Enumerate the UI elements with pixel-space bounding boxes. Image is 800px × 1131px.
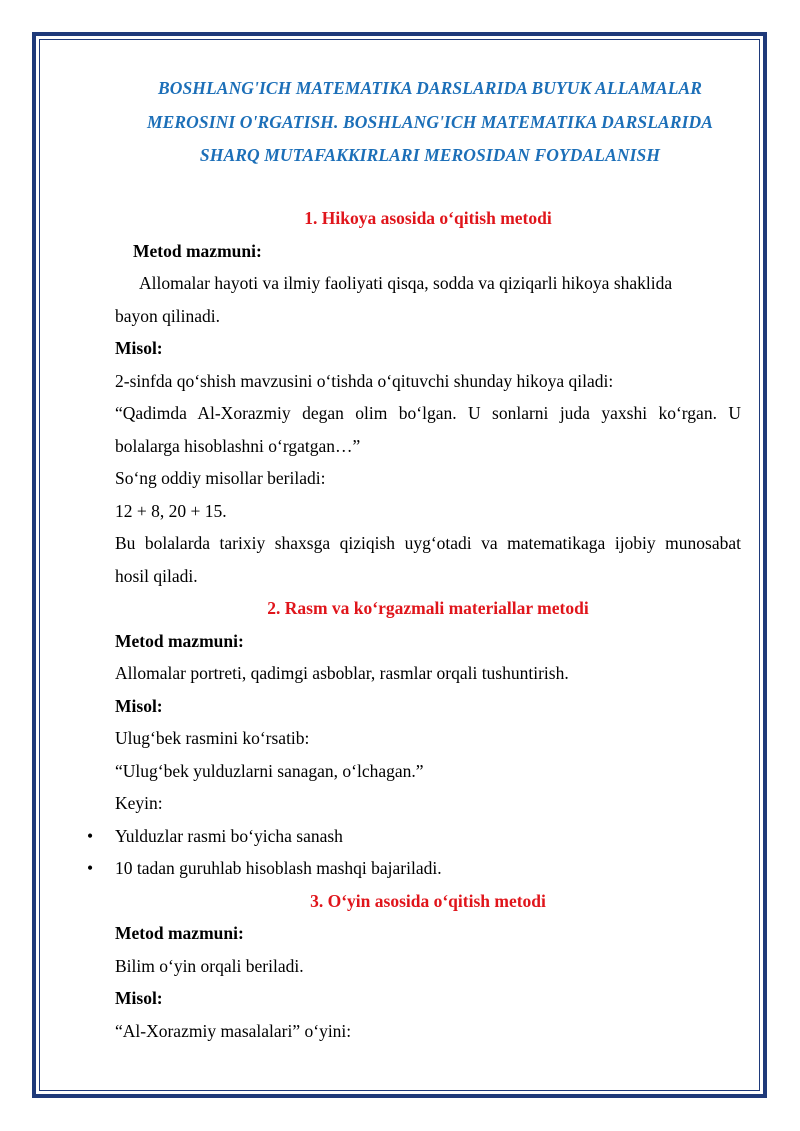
section-1-paragraph-4-line-1: Bu bolalarda tarixiy shaxsga qiziqish uyg‘otadi va matematikaga ijobiy munosabat (115, 533, 741, 553)
section-3-paragraph-1: “Al-Xorazmiy masalalari” o‘yini: (115, 1020, 352, 1041)
section-2-paragraph-3: Keyin: (115, 793, 163, 813)
bullet-icon: • (87, 825, 94, 846)
title-line-3: SHARQ MUTAFAKKIRLARI MEROSIDAN FOYDALANISH (199, 145, 661, 165)
bullet-item (87, 852, 741, 885)
section-1-example-label: Misol: (115, 338, 163, 358)
section-2-desc: Allomalar portreti, qadimgi asboblar, rasmlar orqali tushuntirish. (115, 663, 569, 683)
bullet-item (87, 820, 741, 853)
section-1-desc-line-1: Allomalar hayoti va ilmiy faoliyati qisqa, sodda va qiziqarli hikoya shaklida (139, 273, 673, 293)
section-1-paragraph-4-line-2: hosil qiladi. (115, 565, 198, 586)
section-3-example-label: Misol: (115, 988, 163, 1008)
section-3-heading: 3. O‘yin asosida o‘qitish metodi (310, 890, 546, 911)
section-2-heading: 2. Rasm va ko‘rgazmali materiallar metodi (267, 598, 589, 618)
section-3-desc: Bilim o‘yin orqali beriladi. (115, 955, 304, 976)
section-2-paragraph-2: “Ulug‘bek yulduzlarni sanagan, o‘lchagan.” (115, 760, 424, 781)
section-1-desc-line-2: bayon qilinadi. (115, 305, 220, 326)
section-1-paragraph-1: 2-sinfda qo‘shish mavzusini o‘tishda o‘qituvchi shunday hikoya qiladi: (115, 370, 614, 391)
section-1-method-label: Metod mazmuni: (133, 240, 262, 261)
section-2-example-label: Misol: (115, 695, 163, 716)
section-1-paragraph-2: So‘ng oddiy misollar beriladi: (115, 468, 326, 488)
section-2-paragraph-1: Ulug‘bek rasmini ko‘rsatib: (115, 728, 310, 748)
section-2-method-label: Metod mazmuni: (115, 630, 244, 651)
section-3-method-label: Metod mazmuni: (115, 923, 244, 943)
title-line-2: MEROSINI O'RGATISH. BOSHLANG'ICH MATEMATIKA DARSLARIDA (146, 111, 714, 132)
bullet-icon: • (87, 858, 94, 878)
document-title (110, 72, 750, 173)
document-body (87, 202, 741, 1047)
section-1-quote-line-1: “Qadimda Al-Xorazmiy degan olim bo‘lgan. U sonlarni juda yaxshi ko‘rgan. U (115, 403, 741, 423)
bullet-item-text: 10 tadan guruhlab hisoblash mashqi bajariladi. (115, 858, 442, 878)
section-1-paragraph-3: 12 + 8, 20 + 15. (115, 500, 227, 521)
section-1-heading: 1. Hikoya asosida o‘qitish metodi (304, 208, 552, 228)
section-1-quote-line-2: bolalarga hisoblashni o‘rgatgan…” (115, 435, 361, 456)
title-line-1: BOSHLANG'ICH MATEMATIKA DARSLARIDA BUYUK ALLAMALAR (157, 78, 703, 98)
bullet-item-text: Yulduzlar rasmi bo‘yicha sanash (115, 825, 343, 846)
